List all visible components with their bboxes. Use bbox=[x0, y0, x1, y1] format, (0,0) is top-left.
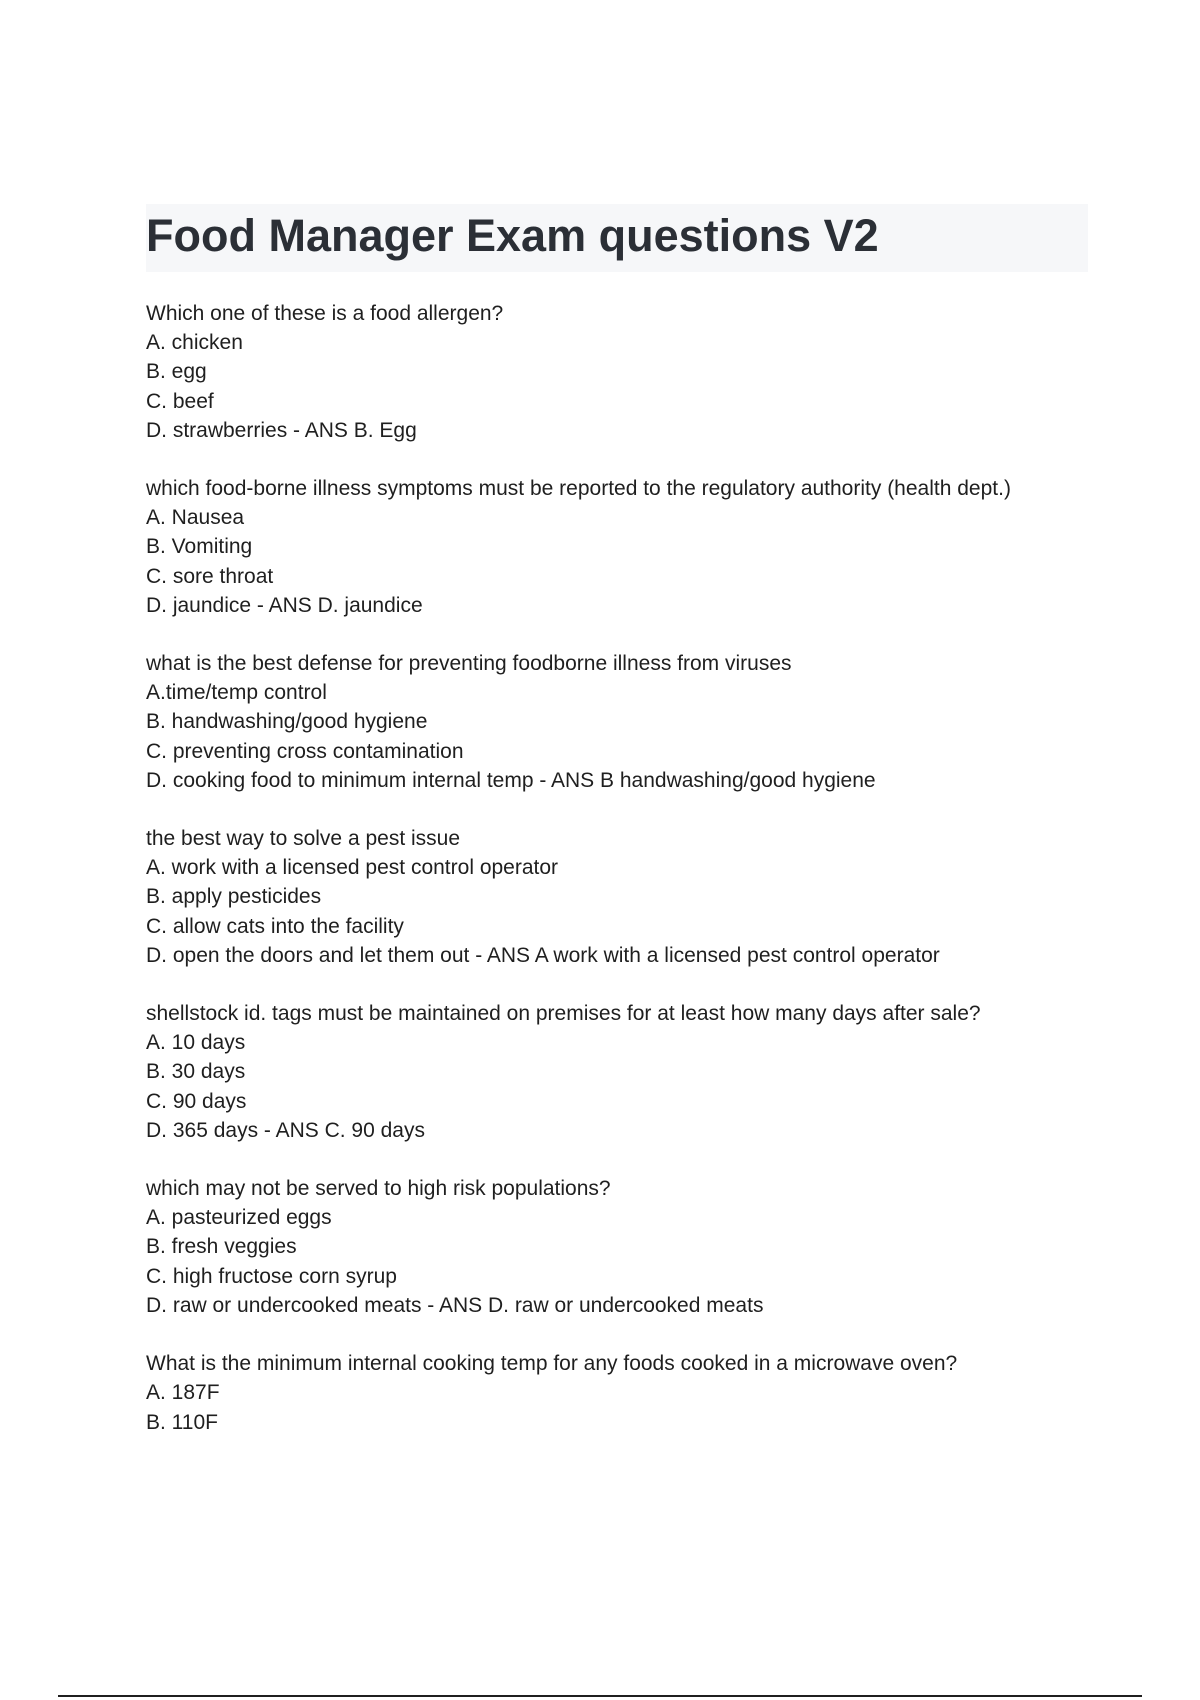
answer-option: A. pasteurized eggs bbox=[146, 1206, 332, 1230]
answer-option: C. allow cats into the facility bbox=[146, 914, 404, 938]
answer-option: B. handwashing/good hygiene bbox=[146, 710, 428, 734]
answer-option: A. work with a licensed pest control operator bbox=[146, 856, 559, 880]
answer-option: C. preventing cross contamination bbox=[146, 739, 464, 763]
question-item bbox=[146, 299, 1106, 445]
question-item bbox=[146, 474, 1106, 620]
question-text: What is the minimum internal cooking temp for any foods cooked in a microwave oven? bbox=[146, 1352, 958, 1376]
answer-option-with-answer: D. open the doors and let them out - ANS A work with a licensed pest control operator bbox=[146, 943, 940, 967]
question-text: what is the best defense for preventing foodborne illness from viruses bbox=[146, 652, 792, 676]
answer-option: C. sore throat bbox=[146, 564, 274, 588]
answer-option: A. chicken bbox=[146, 331, 243, 355]
answer-option-with-answer: D. 365 days - ANS C. 90 days bbox=[146, 1118, 425, 1142]
question-text: which may not be served to high risk populations? bbox=[146, 1177, 611, 1201]
answer-option: B. egg bbox=[146, 360, 207, 384]
answer-option: A. Nausea bbox=[146, 506, 245, 530]
page-title: Food Manager Exam questions V2 bbox=[146, 210, 879, 261]
answer-option: C. beef bbox=[146, 389, 214, 413]
question-text: which food-borne illness symptoms must be reported to the regulatory authority (health dept.) bbox=[146, 477, 1011, 501]
answer-option: A. 10 days bbox=[146, 1031, 246, 1055]
question-item bbox=[146, 1174, 1106, 1320]
answer-option: C. 90 days bbox=[146, 1089, 247, 1113]
question-text: Which one of these is a food allergen? bbox=[146, 302, 504, 325]
question-item bbox=[146, 1349, 1106, 1437]
question-text: shellstock id. tags must be maintained on premises for at least how many days after sale? bbox=[146, 1002, 981, 1026]
answer-option-with-answer: D. raw or undercooked meats - ANS D. raw or undercooked meats bbox=[146, 1293, 764, 1317]
answer-option: A. 187F bbox=[146, 1381, 220, 1405]
title-banner bbox=[146, 204, 1088, 272]
footer-divider bbox=[58, 1695, 1142, 1697]
answer-option: B. Vomiting bbox=[146, 535, 253, 559]
question-text: the best way to solve a pest issue bbox=[146, 827, 461, 851]
answer-option-with-answer: D. cooking food to minimum internal temp - ANS B handwashing/good hygiene bbox=[146, 768, 876, 792]
answer-option: A.time/temp control bbox=[146, 681, 327, 705]
answer-option: B. fresh veggies bbox=[146, 1235, 297, 1259]
question-item bbox=[146, 649, 1106, 795]
answer-option-with-answer: D. strawberries - ANS B. Egg bbox=[146, 418, 417, 442]
answer-option: B. apply pesticides bbox=[146, 885, 322, 909]
answer-option: B. 110F bbox=[146, 1410, 218, 1434]
question-item bbox=[146, 824, 1106, 970]
answer-option-with-answer: D. jaundice - ANS D. jaundice bbox=[146, 593, 423, 617]
answer-option: B. 30 days bbox=[146, 1060, 246, 1084]
question-list bbox=[146, 299, 1106, 1466]
question-item bbox=[146, 999, 1106, 1145]
answer-option: C. high fructose corn syrup bbox=[146, 1264, 397, 1288]
